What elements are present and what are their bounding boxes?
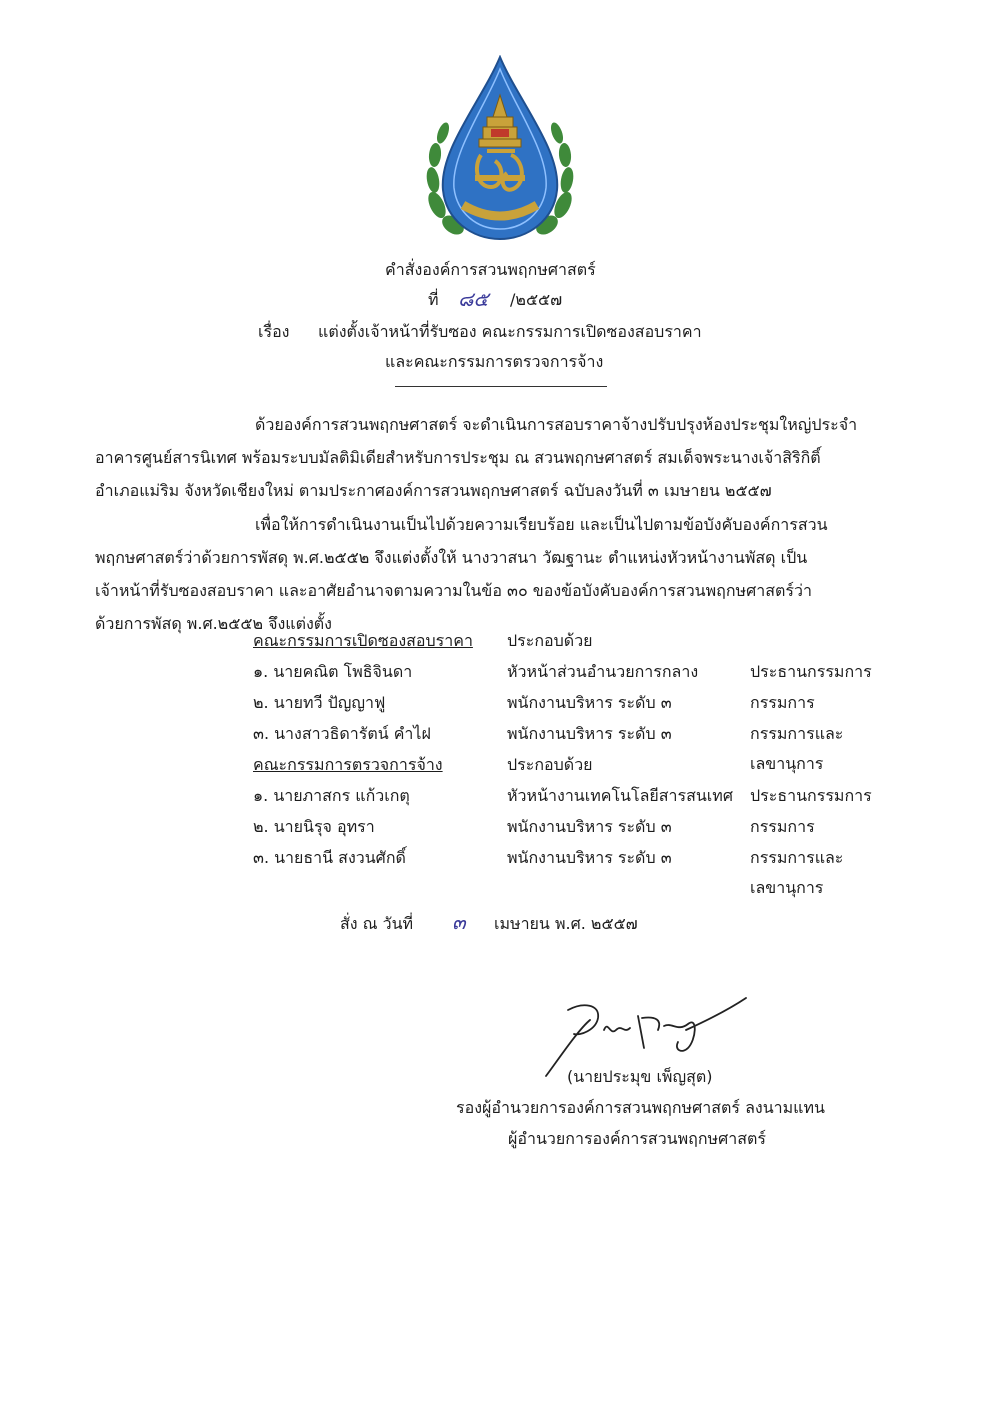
member-position: พนักงานบริหาร ระดับ ๓: [507, 693, 672, 712]
member-role: กรรมการและเลขานุการ: [750, 724, 844, 773]
member-role: กรรมการ: [750, 817, 815, 836]
paragraph-2-line: ด้วยการพัสดุ พ.ศ.๒๕๕๒ จึงแต่งตั้ง: [95, 614, 332, 633]
subject-line-2: และคณะกรรมการตรวจการจ้าง: [385, 352, 604, 371]
order-year: /๒๕๕๗: [510, 290, 563, 309]
member-row: [253, 781, 913, 811]
order-number: ๘๕: [458, 287, 489, 311]
member-name: ๓. นายธานี สงวนศักดิ์: [253, 848, 406, 867]
member-position: พนักงานบริหาร ระดับ ๓: [507, 817, 672, 836]
paragraph-2-line: พฤกษศาสตร์ว่าด้วยการพัสดุ พ.ศ.๒๕๕๒ จึงแต่งตั้งให้ นางวาสนา วัฒฐานะ ตำแหน่งหัวหน้างานพัสดุ เป็น: [95, 548, 808, 567]
date-day: ๓: [452, 910, 466, 934]
member-name: ๒. นายนิรุจ อุทรา: [253, 817, 375, 836]
member-name: ๑. นายคณิต โพธิจินดา: [253, 662, 413, 681]
committee-heading: [253, 750, 913, 780]
member-role: กรรมการ: [750, 693, 815, 712]
date-prefix: สั่ง ณ วันที่: [340, 914, 414, 933]
order-title: คำสั่งองค์การสวนพฤกษศาสตร์: [385, 260, 596, 279]
signer-title-2: ผู้อำนวยการองค์การสวนพฤกษศาสตร์: [508, 1129, 766, 1148]
member-role: กรรมการและเลขานุการ: [750, 848, 844, 897]
order-number-prefix: ที่: [428, 290, 439, 309]
paragraph-2-line: เจ้าหน้าที่รับซองสอบราคา และอาศัยอำนาจตามความในข้อ ๓๐ ของข้อบังคับองค์การสวนพฤกษศาสตร์ว่า: [95, 581, 812, 600]
subject-line-1: แต่งตั้งเจ้าหน้าที่รับซอง คณะกรรมการเปิดซองสอบราคา: [318, 322, 702, 341]
member-position: พนักงานบริหาร ระดับ ๓: [507, 724, 672, 743]
paragraph-1-line: อำเภอแม่ริม จังหวัดเชียงใหม่ ตามประกาศองค์การสวนพฤกษศาสตร์ ฉบับลงวันที่ ๓ เมษายน ๒๕๕๗: [95, 481, 772, 500]
paragraph-1-line: อาคารศูนย์สารนิเทศ พร้อมระบบมัลติมิเดียสำหรับการประชุม ณ สวนพฤกษศาสตร์ สมเด็จพระนางเจ้าสิริกิติ์: [95, 448, 821, 467]
member-position: หัวหน้างานเทคโนโลยีสารสนเทศ: [507, 786, 733, 805]
organization-logo: [423, 55, 577, 245]
committee-heading: [253, 626, 913, 656]
member-position: พนักงานบริหาร ระดับ ๓: [507, 848, 672, 867]
member-name: ๓. นางสาวธิดารัตน์ คำไฝ: [253, 724, 431, 743]
signer-title-1: รองผู้อำนวยการองค์การสวนพฤกษศาสตร์ ลงนามแทน: [456, 1098, 825, 1117]
signer-name: (นายประมุข เพ็ญสุต): [567, 1067, 713, 1086]
paragraph-1-line: ด้วยองค์การสวนพฤกษศาสตร์ จะดำเนินการสอบราคาจ้างปรับปรุงห้องประชุมใหญ่ประจำ: [255, 415, 858, 434]
committee-name: คณะกรรมการเปิดซองสอบราคา: [253, 631, 473, 650]
member-row: [253, 688, 913, 718]
member-position: หัวหน้าส่วนอำนวยการกลาง: [507, 662, 699, 681]
subject-label: เรื่อง: [258, 322, 290, 341]
paragraph-2-line: เพื่อให้การดำเนินงานเป็นไปด้วยความเรียบร้อย และเป็นไปตามข้อบังคับองค์การสวน: [255, 515, 828, 534]
paragraph-2: [95, 508, 910, 640]
committee-consists-of: ประกอบด้วย: [507, 631, 593, 650]
committee-consists-of: ประกอบด้วย: [507, 755, 593, 774]
member-name: ๑. นายภาสกร แก้วเกตุ: [253, 786, 410, 805]
member-name: ๒. นายทวี ปัญญาฟู: [253, 693, 386, 712]
header-divider: [395, 386, 607, 387]
member-row: [253, 812, 913, 842]
date-rest: เมษายน พ.ศ. ๒๕๕๗: [494, 914, 638, 933]
paragraph-1: [95, 408, 910, 507]
member-role: ประธานกรรมการ: [750, 662, 872, 681]
member-role: ประธานกรรมการ: [750, 786, 872, 805]
member-row: [253, 657, 913, 687]
member-row: [253, 843, 913, 897]
committee-name: คณะกรรมการตรวจการจ้าง: [253, 755, 443, 774]
